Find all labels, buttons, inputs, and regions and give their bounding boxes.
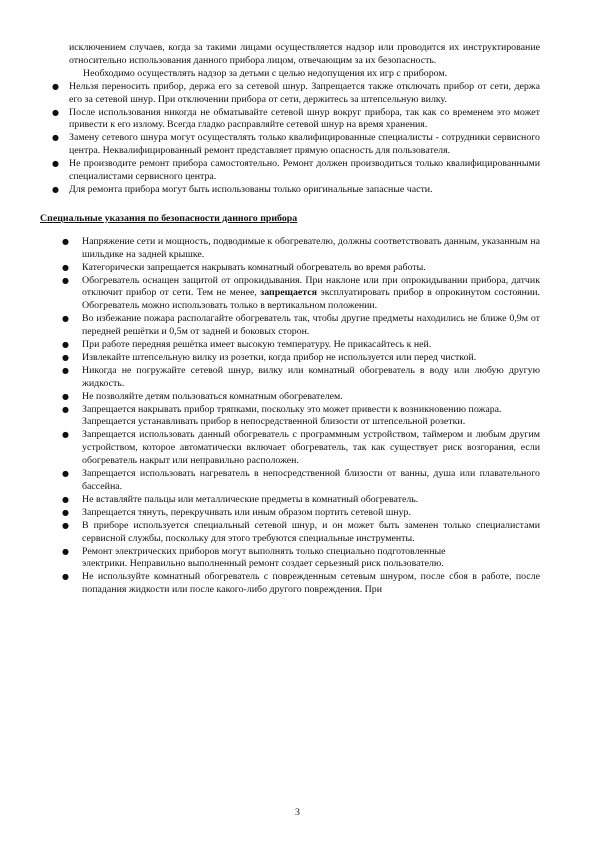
bullet-icon: ● bbox=[62, 404, 69, 414]
list-item-continuation: электрики. Неправильно выполненный ремонт создает серьезный риск пользователю. bbox=[82, 558, 444, 570]
list-item: ● Не производите ремонт прибора самостоятельно. Ремонт должен производиться только квалифицированными специалистами сервисного центра. bbox=[52, 158, 540, 183]
general-safety-list bbox=[0, 81, 595, 197]
bullet-icon: ● bbox=[62, 430, 69, 440]
list-item: ● Не вставляйте пальцы или металлические предметы в комнатный обогреватель. bbox=[62, 493, 419, 505]
intro-supervision-note: Необходимо осуществлять надзор за детьми с целью недопущения их игр с прибором. bbox=[83, 67, 448, 79]
list-item: ● Обогреватель оснащен защитой от опрокидывания. При наклоне или при опрокидывании прибора, датчик отключит прибор от сети. Тем не менее, запрещается эксплуатировать прибор в опрокинутом состоянии. Обогреватель можно использовать только в вертикальном положении. bbox=[62, 274, 540, 312]
list-item: ● Для ремонта прибора могут быть использованы только оригинальные запасные части. bbox=[52, 183, 433, 195]
bullet-icon: ● bbox=[52, 184, 59, 194]
list-item: ● В приборе используется специальный сетевой шнур, и он может быть заменен только специалистами сервисной службы, поскольку для этого требуются специальные инструменты. bbox=[62, 519, 540, 544]
page-content bbox=[0, 42, 595, 597]
page-number: 3 bbox=[295, 807, 300, 818]
intro-paragraph: исключением случаев, когда за такими лицами осуществляется надзор или проводится их инструктирование относительно использования данного прибора лицом, отвечающим за их безопасность. bbox=[69, 42, 540, 66]
list-item: ● После использования никогда не обматывайте сетевой шнур вокруг прибора, так как со временем это может привести к его излому. Всегда гладко расправляйте сетевой шнур на время хранения. bbox=[52, 106, 540, 131]
list-item: ● Запрещается тянуть, перекручивать или иным образом портить сетевой шнур. bbox=[62, 506, 411, 518]
bullet-icon: ● bbox=[62, 365, 69, 375]
list-item: ● Не используйте комнатный обогреватель с поврежденным сетевым шнуром, после сбоя в работе, после попадания жидкости или после какого-либо другого повреждения. При bbox=[62, 571, 540, 596]
list-item: ● Замену сетевого шнура могут осуществлять только квалифицированные специалисты - сотрудники сервисного центра. Неквалифицированный ремонт представляет прямую опасность для пользователя. bbox=[52, 132, 540, 157]
list-item: ● Напряжение сети и мощность, подводимые к обогревателю, должны соответствовать данным, указанным на шильдике на задней крышке. bbox=[62, 235, 540, 260]
bullet-icon: ● bbox=[52, 107, 59, 117]
bullet-icon: ● bbox=[62, 275, 69, 285]
bullet-icon: ● bbox=[62, 314, 69, 324]
bullet-icon: ● bbox=[62, 520, 69, 530]
bullet-icon: ● bbox=[62, 546, 69, 556]
bullet-icon: ● bbox=[62, 469, 69, 479]
bullet-icon: ● bbox=[62, 352, 69, 362]
bullet-icon: ● bbox=[52, 81, 59, 91]
list-item: ● Категорически запрещается накрывать комнатный обогреватель во время работы. bbox=[62, 261, 426, 273]
bullet-icon: ● bbox=[62, 236, 69, 246]
list-item: ● Запрещается использовать данный обогреватель с программным устройством, таймером и любым другим устройством, которое автоматически включает обогреватель, так как существует риск возгорания, если обогреватель накрыт или неправильно расположен. bbox=[62, 429, 540, 467]
list-item: ● Запрещается использовать нагреватель в непосредственной близости от ванны, душа или плавательного бассейна. bbox=[62, 468, 540, 492]
list-item: ● Извлекайте штепсельную вилку из розетки, когда прибор не используется или перед чисткой. bbox=[62, 351, 477, 363]
bullet-icon: ● bbox=[52, 159, 59, 169]
emphasis-text: запрещается bbox=[260, 287, 317, 299]
list-item: ● Нельзя переносить прибор, держа его за сетевой шнур. Запрещается также отключать прибор от сети, держа его за сетевой шнур. При отключении прибора от сети, держитесь за штепсельную вилку. bbox=[52, 80, 540, 105]
list-item: ● Ремонт электрических приборов могут выполнять только специально подготовленные электрики. Неправильно выполненный ремонт создает серьезный риск пользователю. bbox=[82, 546, 540, 572]
list-item: ● Не позволяйте детям пользоваться комнатным обогревателем. bbox=[62, 390, 343, 402]
bullet-icon: ● bbox=[62, 507, 69, 517]
list-item: ● Никогда не погружайте сетевой шнур, вилку или комнатный обогреватель в воду или любую другую жидкость. bbox=[62, 364, 540, 389]
bullet-icon: ● bbox=[52, 133, 59, 143]
list-item: ● Во избежание пожара располагайте обогреватель так, чтобы другие предметы находились не ближе 0,9м от передней решётки и 0,5м от задней и боковых сторон. bbox=[62, 313, 540, 338]
bullet-icon: ● bbox=[62, 262, 69, 272]
bullet-icon: ● bbox=[62, 340, 69, 350]
bullet-icon: ● bbox=[62, 572, 69, 582]
list-item: ● Запрещается накрывать прибор тряпками, поскольку это может привести к возникновению пожара. Запрещается устанавливать прибор в непосредственной близости от штепсельной розетки. bbox=[82, 404, 540, 430]
heater-safety-list bbox=[0, 236, 595, 597]
list-item-continuation: Запрещается устанавливать прибор в непосредственной близости от штепсельной розетки. bbox=[82, 416, 466, 428]
list-item: ● При работе передняя решётка имеет высокую температуру. Не прикасайтесь к ней. bbox=[62, 339, 432, 351]
section-heading: Специальные указания по безопасности данного прибора bbox=[40, 212, 298, 224]
bullet-icon: ● bbox=[62, 391, 69, 401]
bullet-icon: ● bbox=[62, 494, 69, 504]
